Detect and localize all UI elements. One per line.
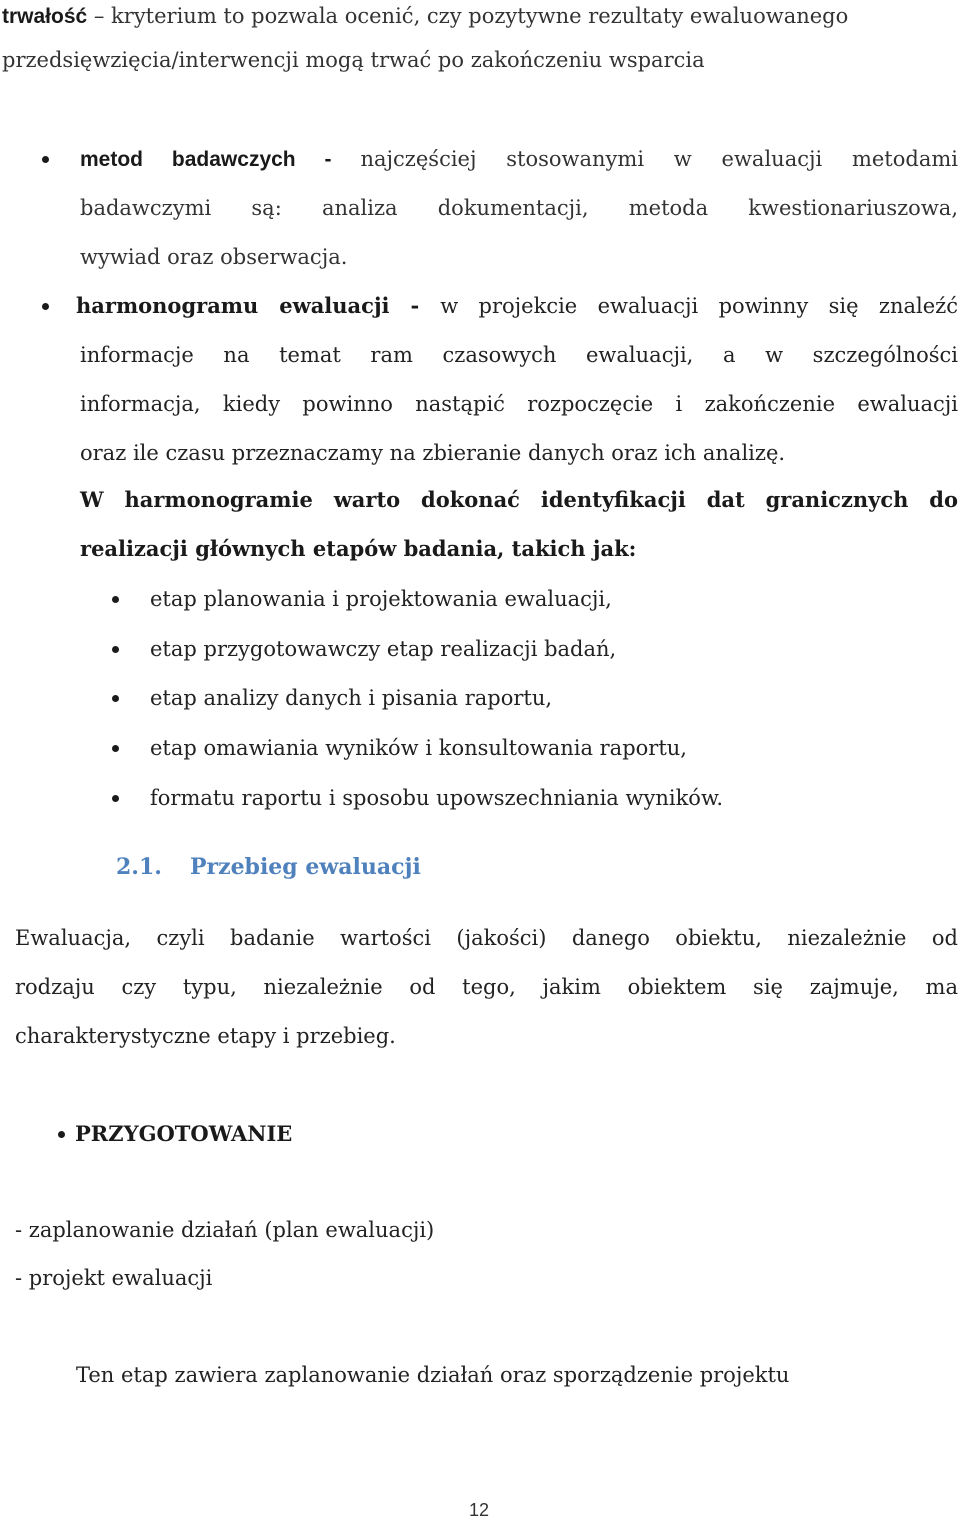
bullet-icon xyxy=(112,646,119,653)
intro-line-2: rodzaju czy typu, niezależnie od tego, jakim obiektem się zajmuje, ma xyxy=(15,975,958,999)
page-number: 12 xyxy=(469,1500,490,1520)
metod-text: najczęściej stosowanymi w ewaluacji metodami xyxy=(360,147,958,171)
harm-text: w projekcie ewaluacji powinny się znaleźć xyxy=(440,294,958,318)
stage-item: etap omawiania wyników i konsultowania raportu, xyxy=(150,736,687,760)
bullet-icon xyxy=(112,745,119,752)
section-heading xyxy=(116,851,421,883)
stage-item: formatu raportu i sposobu upowszechniania wyników. xyxy=(150,786,724,810)
metod-term: metod badawczych xyxy=(80,148,296,171)
bullet-icon xyxy=(112,795,119,802)
harm-bold-line-1: W harmonogramie warto dokonać identyfikacji dat granicznych do xyxy=(80,487,958,512)
metod-line-3: wywiad oraz obserwacja. xyxy=(80,245,348,269)
prep-item-1: - zaplanowanie działań (plan ewaluacji) xyxy=(15,1218,435,1242)
harm-line-2: informacje na temat ram czasowych ewaluacji, a w szczególności xyxy=(80,343,958,367)
section-title: Przebieg ewaluacji xyxy=(189,854,421,880)
trwalosc-term: trwałość xyxy=(2,5,88,28)
bullet-icon xyxy=(58,1131,65,1138)
stage-item: etap planowania i projektowania ewaluacji, xyxy=(150,587,612,611)
stage-item: etap analizy danych i pisania raportu, xyxy=(150,686,553,710)
harm-line-1 xyxy=(76,290,958,322)
stage-item: etap przygotowawczy etap realizacji badań, xyxy=(150,637,617,661)
section-number: 2.1. xyxy=(116,854,162,880)
prep-heading: PRZYGOTOWANIE xyxy=(75,1121,293,1146)
harm-bold-line-2: realizacji głównych etapów badania, takich jak: xyxy=(80,536,637,561)
metod-line-2: badawczymi są: analiza dokumentacji, metoda kwestionariuszowa, xyxy=(80,196,958,220)
harm-line-3: informacja, kiedy powinno nastąpić rozpoczęcie i zakończenie ewaluacji xyxy=(80,392,958,416)
trwalosc-line-2: przedsięwzięcia/interwencji mogą trwać po zakończeniu wsparcia xyxy=(2,48,705,72)
prep-item-2: - projekt ewaluacji xyxy=(15,1266,213,1290)
harm-term: harmonogramu ewaluacji xyxy=(76,293,390,318)
prep-note: Ten etap zawiera zaplanowanie działań oraz sporządzenie projektu xyxy=(76,1363,790,1387)
intro-line-3: charakterystyczne etapy i przebieg. xyxy=(15,1024,396,1048)
harm-sep: - xyxy=(389,293,441,318)
bullet-icon xyxy=(42,156,49,163)
intro-line-1: Ewaluacja, czyli badanie wartości (jakości) danego obiektu, niezależnie od xyxy=(15,926,958,950)
bullet-icon xyxy=(112,695,119,702)
trwalosc-text: – kryterium to pozwala ocenić, czy pozytywne rezultaty ewaluowanego xyxy=(87,4,849,28)
trwalosc-line xyxy=(2,0,848,33)
bullet-icon xyxy=(112,596,119,603)
metod-line-1 xyxy=(80,143,958,176)
metod-sep: - xyxy=(295,148,361,171)
bullet-icon xyxy=(42,303,49,310)
harm-line-4: oraz ile czasu przeznaczamy na zbieranie danych oraz ich analizę. xyxy=(80,441,786,465)
